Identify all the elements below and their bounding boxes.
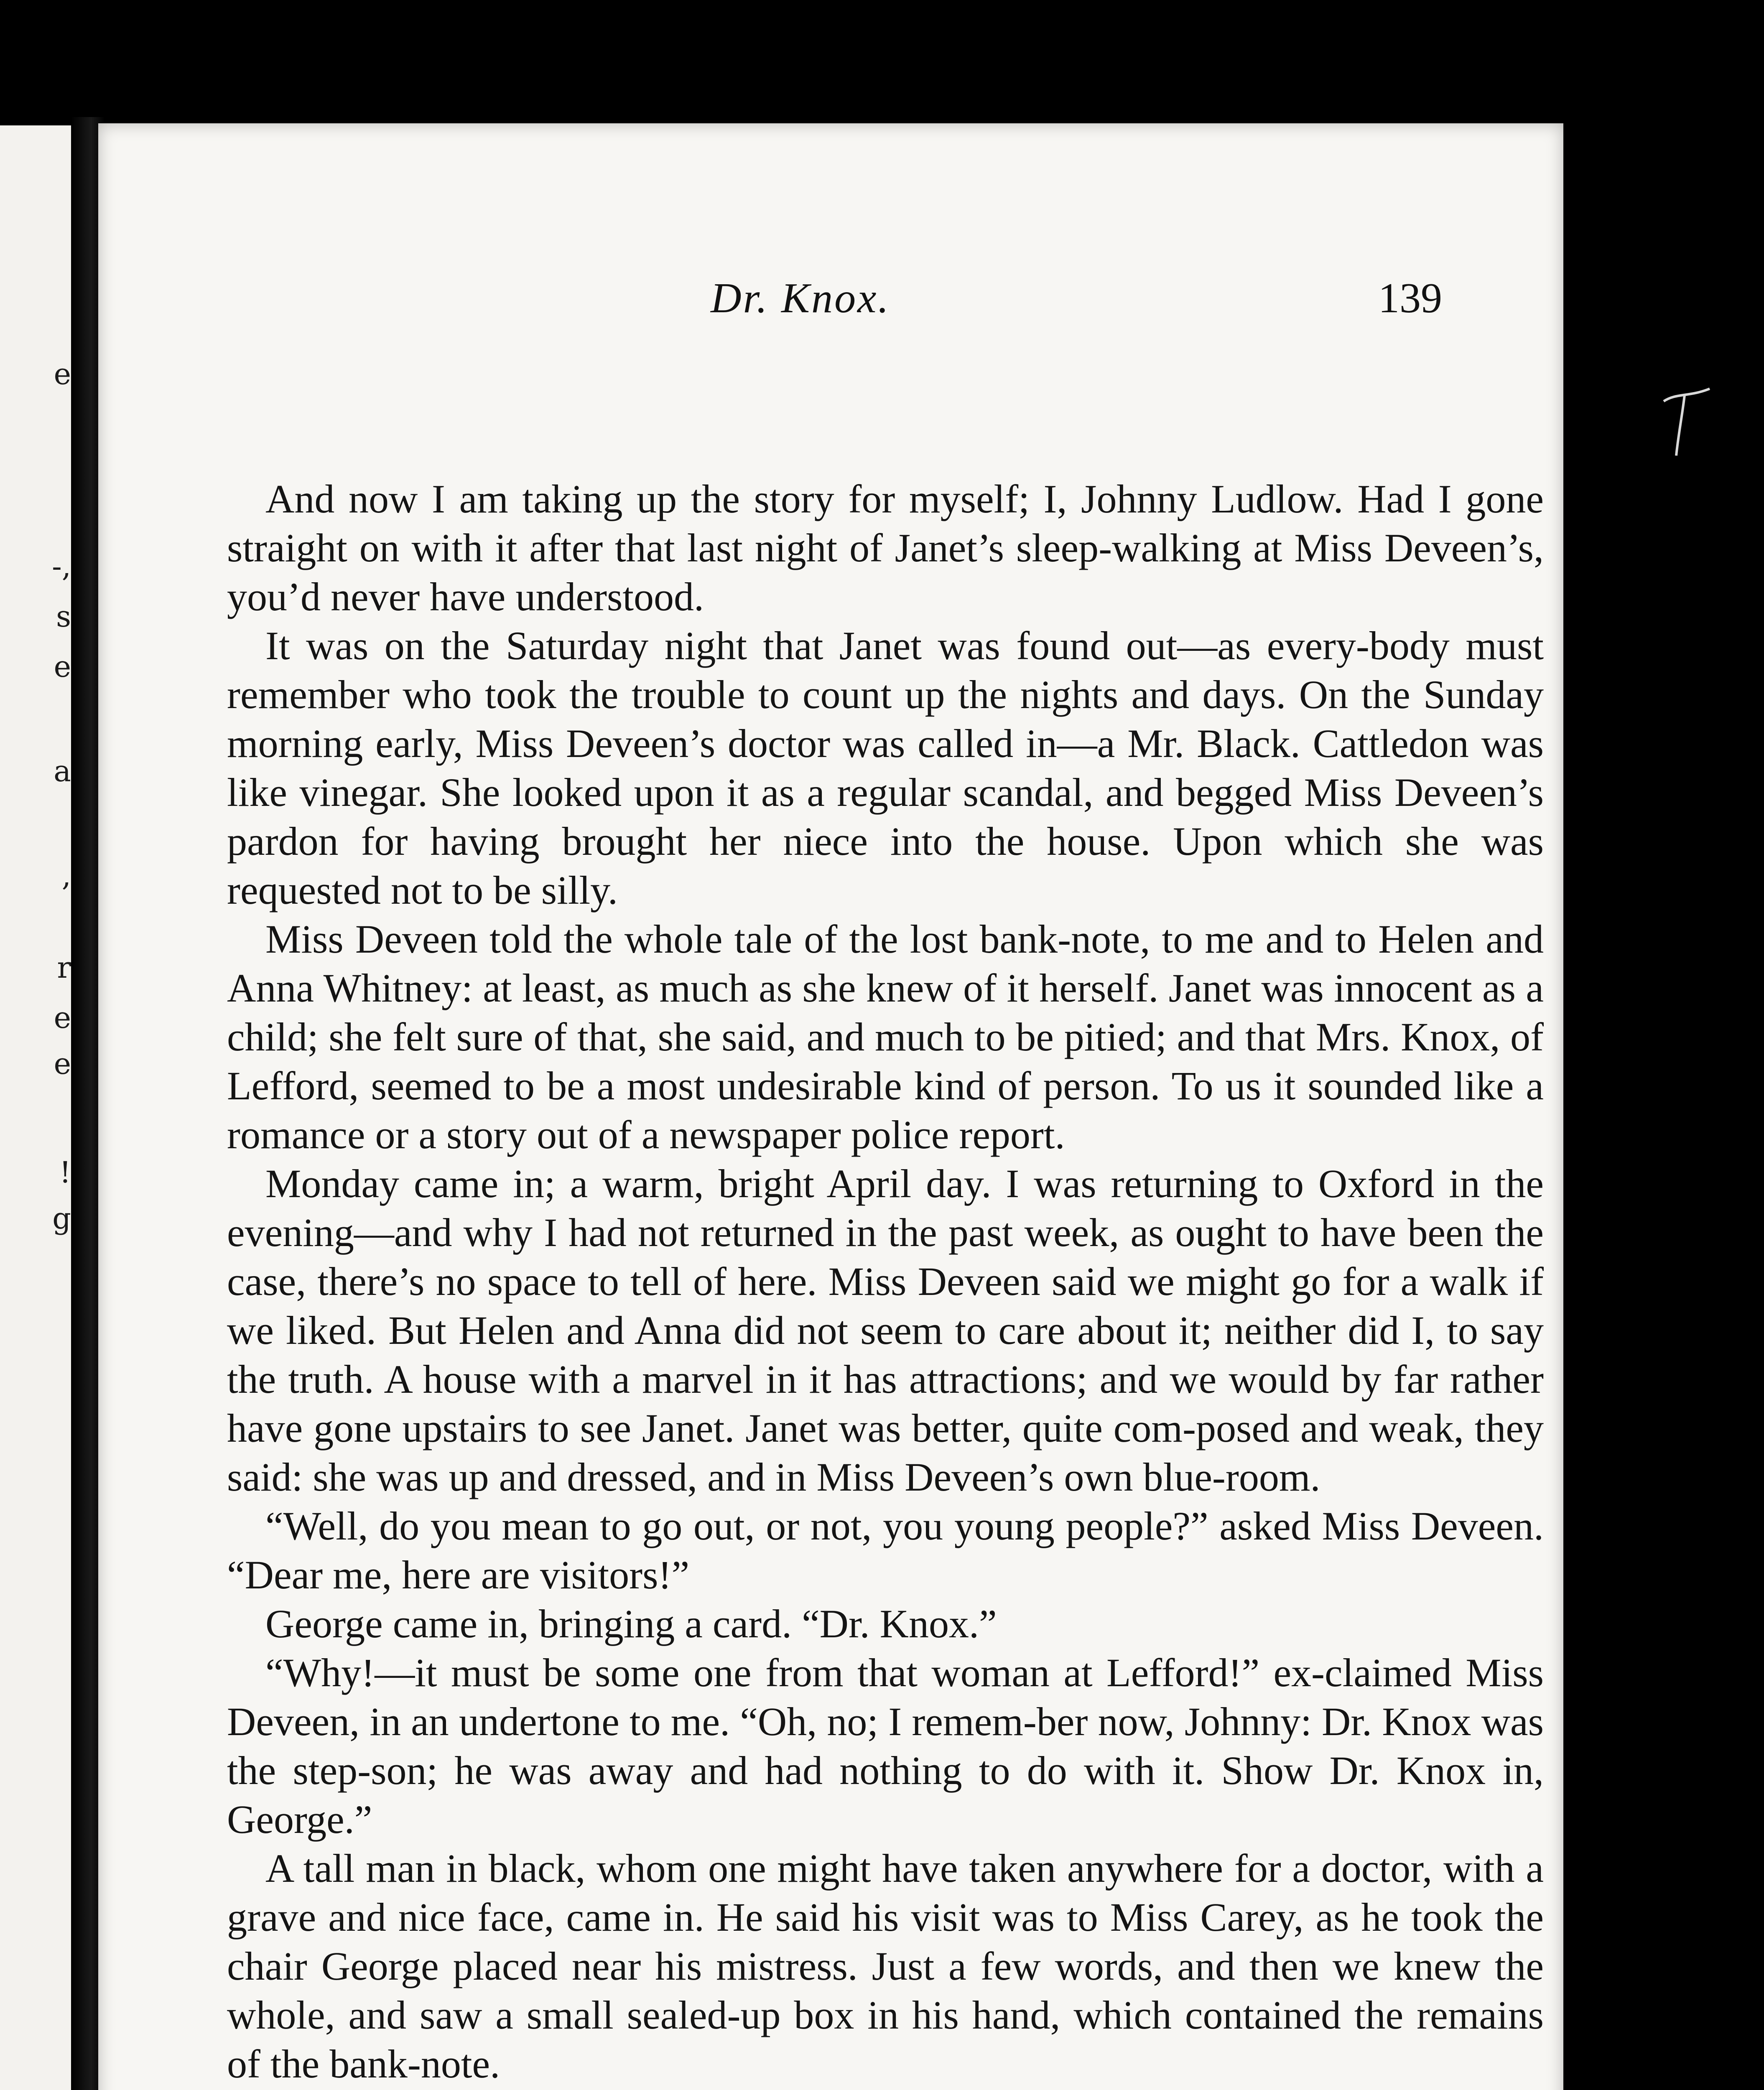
paragraph: Miss Deveen told the whole tale of the lost bank-note, to me and to Helen and Anna Whitney: at least, as much as she knew of it herself. Janet was innocent as a child; she felt sure of that, she said, and much to be pitied; and that Mrs. Knox, of Lefford, seemed to be a most undesirable kind of person. To us it sounded like a romance or a story out of a newspaper police report. xyxy=(227,917,1544,1157)
facing-page-fragment: g xyxy=(52,1201,71,1236)
paragraph: “Why!—it must be some one from that woman at Lefford!” ex-claimed Miss Deveen, in an undertone to me. “Oh, no; I remem-ber now, Johnny: Dr. Knox was the step-son; he was away and had nothing to do with it. Show Dr. Knox in, George.” xyxy=(227,1650,1544,1842)
running-title: Dr. Knox. xyxy=(711,275,890,322)
paragraph: A tall man in black, whom one might have taken anywhere for a doctor, with a grave and nice face, came in. He said his visit was to Miss Carey, as he took the chair George placed near his mistress. Just a few words, and then we knew the whole, and saw a small sealed-up box in his hand, which contained the remains of the bank-note. xyxy=(227,1846,1544,2086)
paragraph: And now I am taking up the story for myself; I, Johnny Ludlow. Had I gone straight on with it after that last night of Janet’s sleep-walking at Miss Deveen’s, you’d never have understood. xyxy=(227,477,1544,619)
facing-page-edge xyxy=(0,125,71,2090)
facing-page-fragment: ! xyxy=(59,1155,71,1190)
facing-page-fragment: a xyxy=(54,754,71,788)
paragraph: George came in, bringing a card. “Dr. Knox.” xyxy=(265,1601,997,1646)
paragraph xyxy=(227,2088,1544,2090)
pencil-mark-icon xyxy=(1659,376,1714,460)
facing-page-fragment: s xyxy=(56,599,71,634)
facing-page-fragment: e xyxy=(54,357,71,391)
book-page xyxy=(98,123,1563,2090)
running-head xyxy=(98,274,1563,328)
facing-page-fragment: e xyxy=(54,1001,71,1035)
paragraph: It was on the Saturday night that Janet was found out—as every-body must remember who took the trouble to count up the nights and days. On the Sunday morning early, Miss Deveen’s doctor was called in—a Mr. Black. Cattledon was like vinegar. She looked upon it as a regular scandal, and begged Miss Deveen’s pardon for having brought her niece into the house. Upon which she was requested not to be silly. xyxy=(227,623,1544,912)
paragraph: “Well, do you mean to go out, or not, you young people?” asked Miss Deveen. “Dear me, here are visitors!” xyxy=(227,1504,1544,1597)
facing-page-fragment: -, xyxy=(52,549,71,584)
facing-page-fragment: r xyxy=(57,951,71,985)
facing-page-fragment: , xyxy=(61,859,71,893)
page-number: 139 xyxy=(1378,275,1442,322)
facing-page-fragment: e xyxy=(54,1047,71,1081)
paragraph: Monday came in; a warm, bright April day. I was returning to Oxford in the evening—and why I had not returned in the past week, as ought to have been the case, there’s no space to tell of here. Miss Deveen said we might go for a walk if we liked. But Helen and Anna did not seem to care about it; neither did I, to say the truth. A house with a marvel in it has attractions; and we would by far rather have gone upstairs to see Janet. Janet was better, quite com-posed and weak, they said: she was up and dressed, and in Miss Deveen’s own blue-room. xyxy=(227,1161,1544,1499)
body-text xyxy=(227,474,1544,2090)
facing-page-fragment: e xyxy=(54,650,71,684)
